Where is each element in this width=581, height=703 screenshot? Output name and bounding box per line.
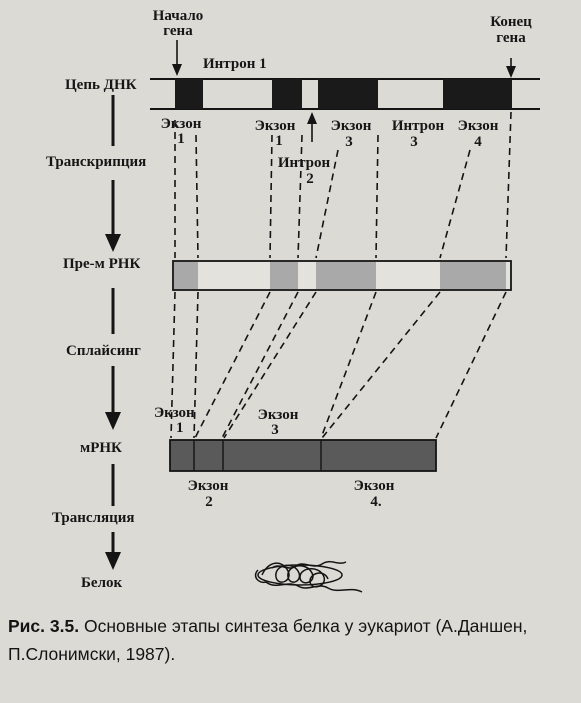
splicing-label: Сплайсинг: [66, 343, 141, 359]
dna-exon-4: [443, 79, 512, 109]
transcription-label: Транскрипция: [46, 154, 147, 170]
figure-caption-text: Основные этапы синтеза белка у эукариот (А.Даншен, П.Слонимски, 1987).: [8, 616, 528, 664]
protein-coil-icon: [256, 562, 362, 592]
gene-end-label-line1: Конец: [490, 14, 532, 30]
gene-start-arrow: [172, 40, 182, 76]
gene-end-arrow: [506, 58, 516, 78]
pre-mrna-strand: [173, 261, 511, 290]
intron1-label: Интрон 1: [203, 56, 267, 72]
splicing-guides: [171, 292, 506, 438]
mrna-exon3-number: 3: [271, 422, 279, 438]
mrna-exon1-number: 1: [176, 420, 184, 436]
pre-exon-1: [174, 262, 198, 289]
gene-start-label-line2: гена: [163, 23, 193, 39]
dna-exon2-label: Экзон: [254, 118, 296, 134]
mrna-exon2-number: 2: [205, 494, 213, 510]
pre-exon-4: [440, 262, 506, 289]
dna-exon4-label: Экзон: [457, 118, 499, 134]
dna-exon-2: [272, 79, 302, 109]
dna-intron3-number: 3: [410, 134, 418, 150]
protein-label: Белок: [81, 575, 123, 591]
dna-exon2-number: 1: [275, 133, 283, 149]
dna-exon4-number: 4: [474, 134, 482, 150]
dna-intron3-label: Интрон: [391, 118, 445, 134]
dna-exon-1: [175, 79, 203, 109]
pre-mrna-label: Пре-м РНК: [63, 256, 141, 272]
mrna-exon4-label: Экзон: [353, 478, 395, 494]
mrna-label: мРНК: [80, 440, 122, 456]
pre-exon-2: [270, 262, 298, 289]
dna-chain-label: Цепь ДНК: [65, 77, 137, 93]
dna-exon3-label: Экзон: [330, 118, 372, 134]
mrna-exon2-label: Экзон: [187, 478, 229, 494]
intron2-arrow: [307, 112, 317, 142]
gene-start-label-line1: Начало: [152, 8, 204, 24]
mrna-strand: [170, 440, 436, 471]
pre-exon-3: [316, 262, 376, 289]
mrna-exon4-number: 4.: [370, 494, 382, 510]
dna-exon1-number: 1: [177, 131, 185, 147]
dna-exon3-number: 3: [345, 134, 353, 150]
dna-exon1-label: Экзон: [160, 116, 202, 132]
mrna-exon3-label: Экзон: [257, 407, 299, 423]
dna-exon-3: [318, 79, 378, 109]
gene-end-label-line2: гена: [496, 30, 526, 46]
dna-intron2-label: Интрон: [277, 155, 331, 171]
translation-label: Трансляция: [52, 510, 135, 526]
figure-caption: [8, 612, 574, 668]
figure-number: Рис. 3.5.: [8, 616, 80, 636]
mrna-exon1-label: Экзон: [154, 405, 195, 421]
dna-strand: [150, 79, 540, 109]
dna-intron2-number: 2: [306, 171, 314, 187]
